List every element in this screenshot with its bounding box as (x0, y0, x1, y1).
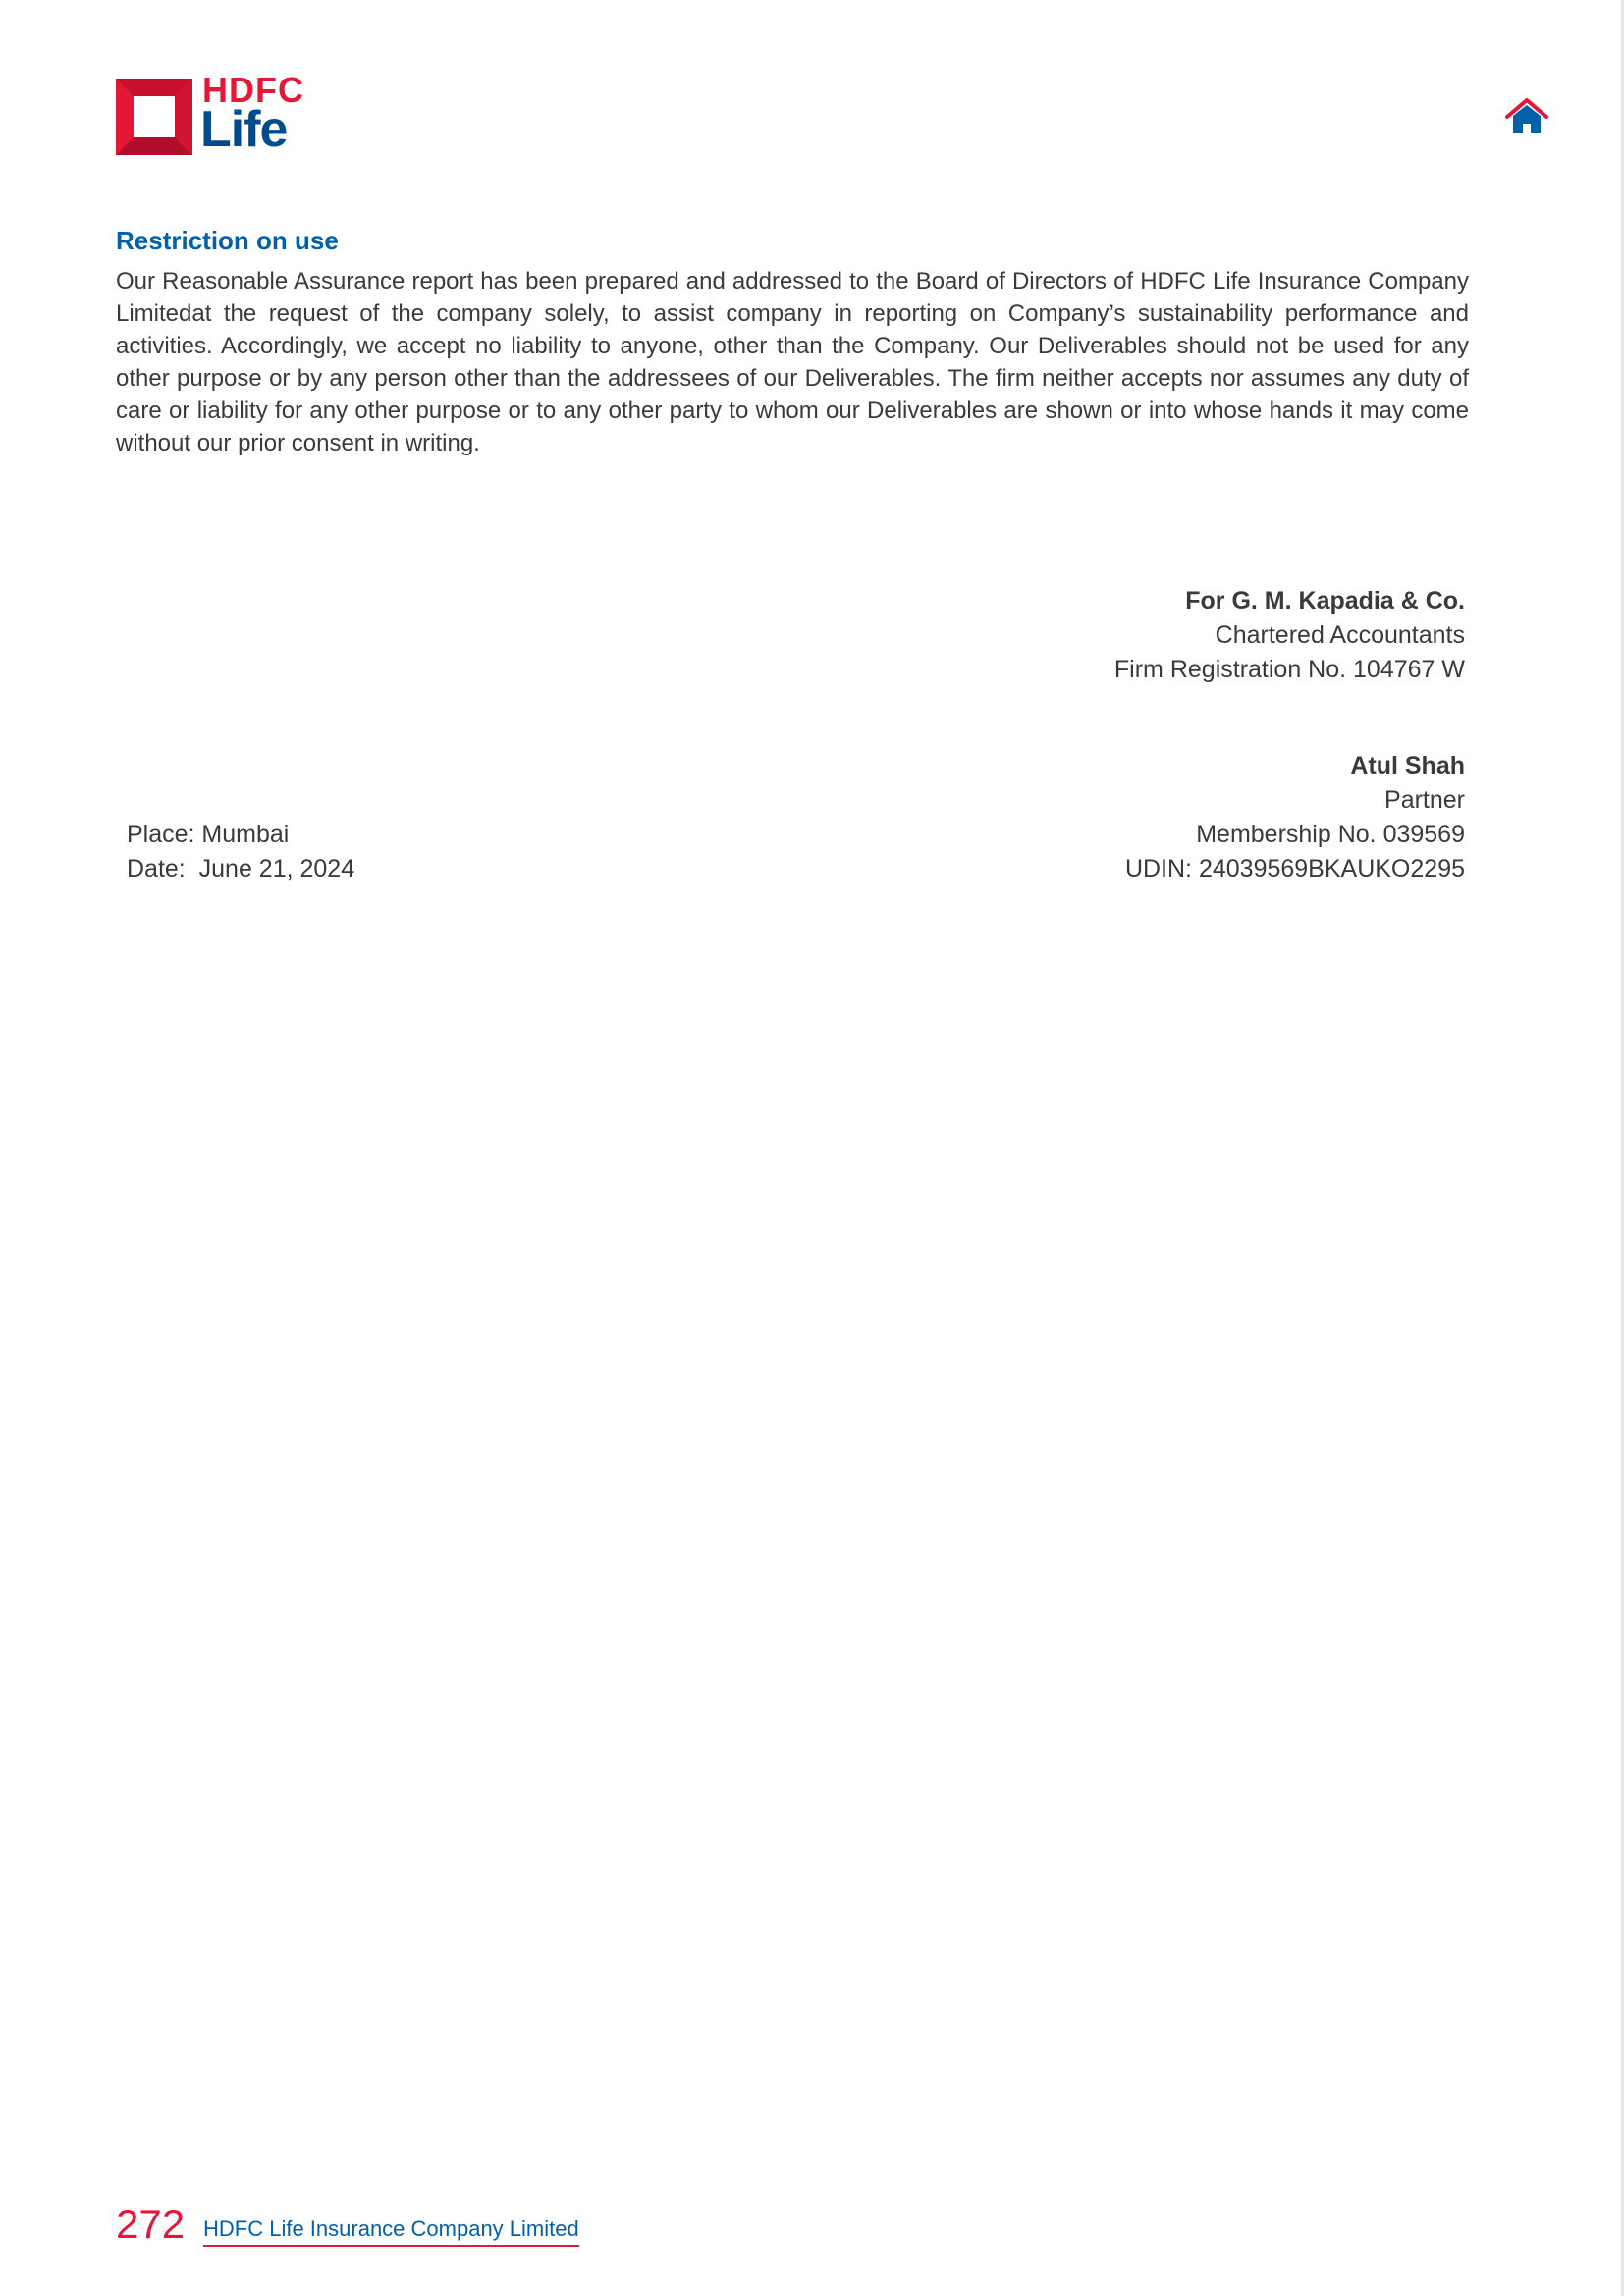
logo-mark-icon (116, 79, 192, 155)
firm-name: For G. M. Kapadia & Co. (1185, 587, 1465, 614)
section-title: Restriction on use (116, 226, 339, 255)
firm-type: Chartered Accountants (1215, 621, 1465, 649)
partner-signature-block (1125, 749, 1465, 886)
home-icon[interactable] (1504, 96, 1549, 135)
date: Date: June 21, 2024 (127, 855, 355, 882)
footer-company-link[interactable]: HDFC Life Insurance Company Limited (203, 2217, 579, 2247)
membership-number: Membership No. 039569 (1196, 821, 1465, 848)
place: Place: Mumbai (127, 821, 290, 848)
hdfc-life-logo (116, 70, 312, 163)
partner-title: Partner (1384, 786, 1465, 814)
restriction-paragraph: Our Reasonable Assurance report has been prepared and addressed to the Board of Directors of HDFC Life Insurance Company Limitedat the request of the company solely, to assist company in reporting on Company’s sustainability performance and activities. Accordingly, we accept no liability to anyone, other than the Company. Our Deliverables should not be used for any other purpose or by any person other than the addressees of our Deliverables. The firm neither accepts nor assumes any duty of care or liability for any other purpose or to any other party to whom our Deliverables are shown or into whose hands it may come without our prior consent in writing. (116, 268, 1469, 456)
place-date-block (127, 818, 354, 886)
firm-signature-block (1114, 584, 1465, 687)
firm-registration: Firm Registration No. 104767 W (1113, 656, 1465, 683)
logo-life-text: Life (200, 101, 288, 158)
partner-name: Atul Shah (1350, 752, 1465, 779)
page-number: 272 (116, 2201, 186, 2247)
udin-number: UDIN: 24039569BKAUKO2295 (1124, 855, 1465, 882)
logo-hdfc-text: HDFC (202, 70, 304, 110)
